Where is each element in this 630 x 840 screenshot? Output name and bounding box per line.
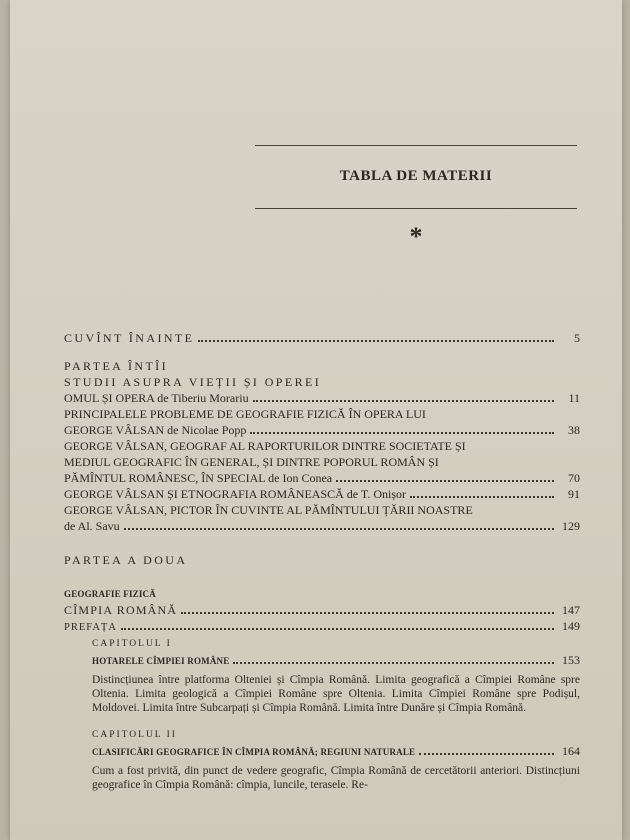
entry-title-line: de Al. Savu xyxy=(64,519,120,533)
page-number: 38 xyxy=(568,423,580,437)
page-number: 91 xyxy=(568,487,580,501)
toc-entry-preface xyxy=(64,618,580,636)
entry-title: CUVÎNT ÎNAINTE xyxy=(64,331,195,345)
bottom-rule xyxy=(255,208,577,209)
dot-leader xyxy=(336,471,554,482)
section-heading: GEOGRAFIE FIZICĂ xyxy=(64,589,156,599)
chapter-description: Cum a fost privită, din punct de vedere geografic, Cîmpia Română de cercetătorii anteriori. Distincțiuni geografice în Cîmpia Română: cîmpia, luncile, terasele. Re- xyxy=(92,765,580,791)
chapter-description: Distincțiunea între platforma Olteniei și Cîmpia Română. Limita geografică a Cîmpiei Române spre Oltenia. Limita geologică a Cîmpiei Române spre Oltenia. Limita Cîmpiei Române spre Podișul, Moldovei. Limita între Subcarpați și Cîmpia Română. Limita între Dunăre și Cîmpia Română. xyxy=(92,674,580,714)
dot-leader xyxy=(198,331,554,342)
page-title: TABLA DE MATERII xyxy=(339,168,493,184)
asterisk-ornament-icon: * xyxy=(409,222,423,251)
chapter-title: CLASIFICĂRI GEOGRAFICE ÎN CÎMPIA ROMÂNĂ; REGIUNI NATURALE xyxy=(92,747,416,757)
page-number: 11 xyxy=(568,391,580,405)
entry-title: GEORGE VÂLSAN ȘI ETNOGRAFIA ROMÂNEASCĂ de T. Onișor xyxy=(64,487,407,501)
dot-leader xyxy=(181,603,554,614)
toc-entry-chapter xyxy=(64,743,580,760)
entry-title-line: PĂMÎNTUL ROMÂNESC, ÎN SPECIAL de Ion Conea xyxy=(64,471,333,485)
dot-leader xyxy=(124,519,554,530)
dot-leader xyxy=(233,653,554,664)
toc-entry xyxy=(64,390,580,406)
toc-entry xyxy=(64,422,580,438)
dot-leader xyxy=(419,744,554,755)
toc-entry-foreword xyxy=(64,330,580,346)
part-heading: PARTEA ÎNTÎI xyxy=(64,359,168,373)
chapter-label: CAPITOLUL I xyxy=(92,639,172,649)
toc-entry-book xyxy=(64,602,580,618)
entry-title-line: GEORGE VÂLSAN de Nicolae Popp xyxy=(64,423,247,437)
toc-entry xyxy=(64,470,580,486)
chapter-label: CAPITOLUL II xyxy=(92,730,177,740)
toc-entry xyxy=(64,518,580,534)
page-number: 164 xyxy=(562,744,580,758)
table-of-contents xyxy=(64,330,580,792)
entry-title-line: GEORGE VÂLSAN, GEOGRAF AL RAPORTURILOR DINTRE SOCIETATE ȘI xyxy=(64,439,466,453)
part-heading: PARTEA A DOUA xyxy=(64,553,188,567)
chapter-title: HOTARELE CÎMPIEI ROMÂNE xyxy=(92,656,230,666)
part-subtitle: STUDII ASUPRA VIEȚII ȘI OPEREI xyxy=(64,375,322,389)
page-number: 153 xyxy=(562,653,580,667)
page-number: 129 xyxy=(562,519,580,533)
page-number: 70 xyxy=(568,471,580,485)
entry-title-line: PRINCIPALELE PROBLEME DE GEOGRAFIE FIZICĂ ÎN OPERA LUI xyxy=(64,407,426,421)
page-number: 149 xyxy=(562,619,580,633)
dot-leader xyxy=(121,619,554,630)
page-number: 5 xyxy=(574,331,580,345)
page-number: 147 xyxy=(562,603,580,617)
top-rule xyxy=(255,145,577,146)
dot-leader xyxy=(253,391,554,402)
book-page xyxy=(10,0,622,840)
toc-entry xyxy=(64,486,580,502)
dot-leader xyxy=(250,423,554,434)
entry-title: CÎMPIA ROMÂNĂ xyxy=(64,603,178,617)
entry-title: OMUL ȘI OPERA de Tiberiu Morariu xyxy=(64,391,249,405)
toc-entry-chapter xyxy=(64,652,580,669)
entry-title-line: MEDIUL GEOGRAFIC ÎN GENERAL, ȘI DINTRE POPORUL ROMÂN ȘI xyxy=(64,455,439,469)
entry-title: PREFAȚA xyxy=(64,622,117,633)
entry-title-line: GEORGE VÂLSAN, PICTOR ÎN CUVINTE AL PĂMÎNTULUI ȚĂRII NOASTRE xyxy=(64,503,473,517)
dot-leader xyxy=(410,487,554,498)
